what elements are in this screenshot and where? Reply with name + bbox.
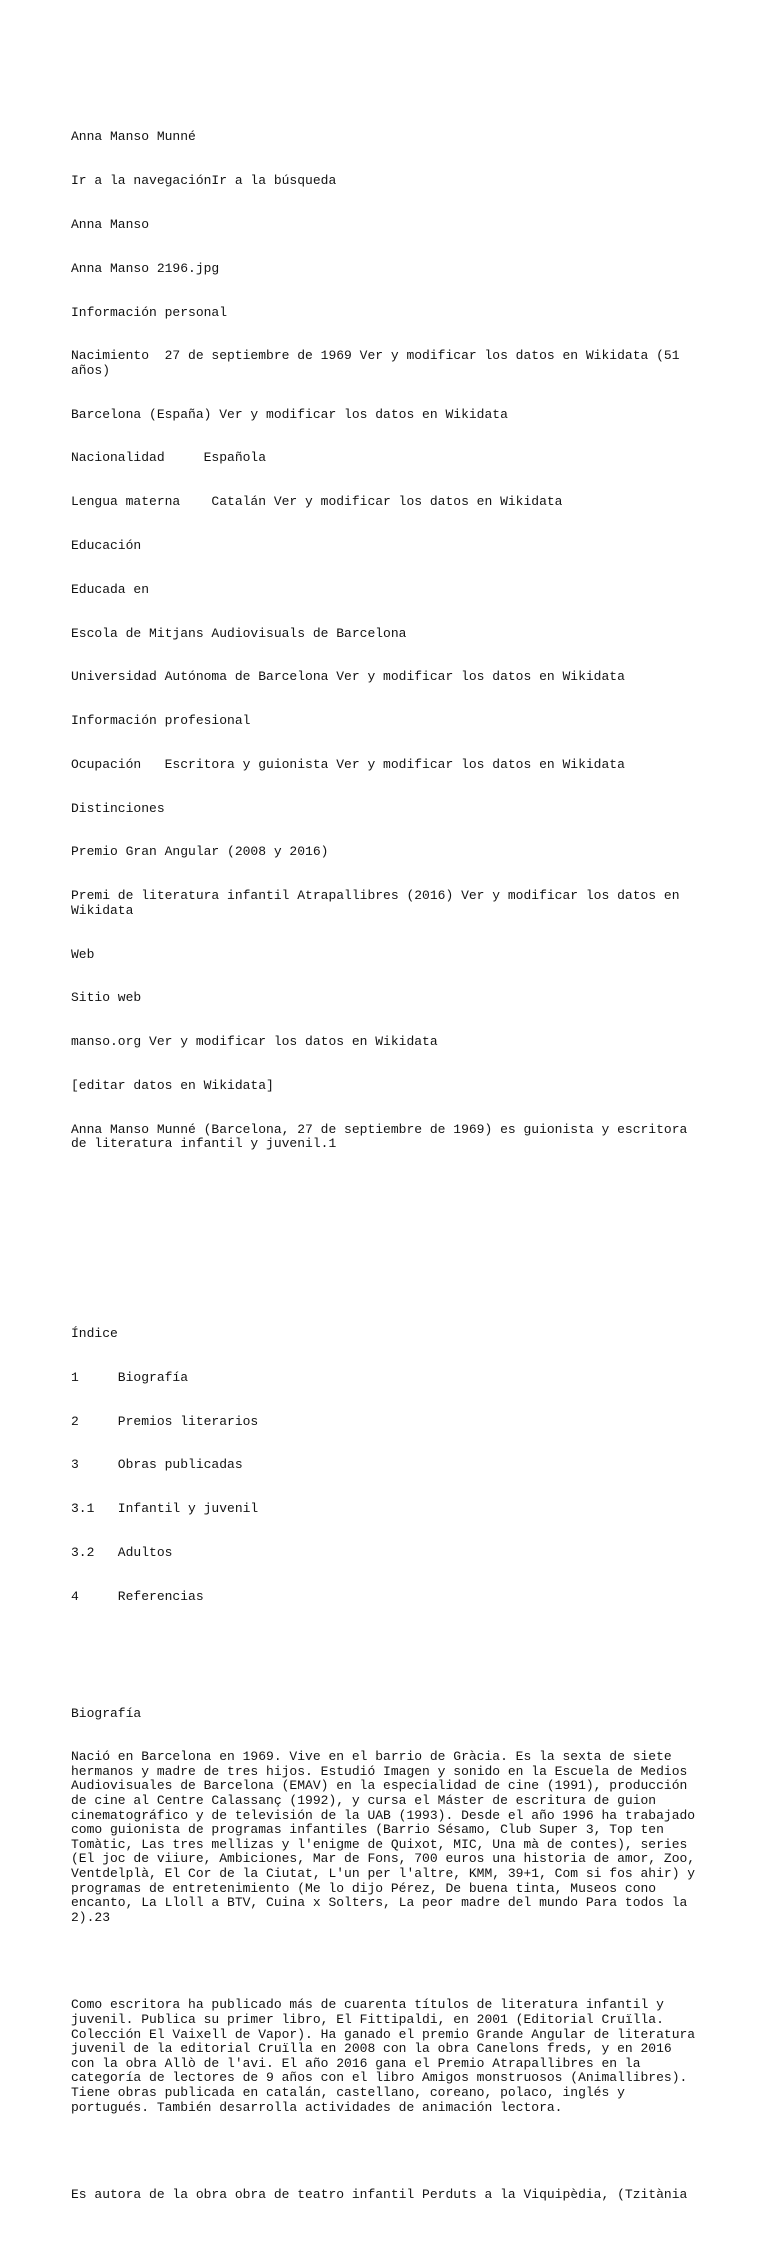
infobox-award-1: Premio Gran Angular (2008 y 2016) [71,844,329,860]
spacer [71,1225,701,1254]
infobox-educated-at-label: Educada en [71,581,150,597]
table-of-contents [71,1298,701,1634]
infobox-birthplace: Barcelona (España) Ver y modificar los datos en Wikidata [71,406,508,422]
section-heading: Biografía [71,1705,142,1721]
infobox [71,101,701,1181]
infobox-web-label: Web [71,946,95,962]
document-text [71,72,701,2246]
skip-links[interactable]: Ir a la navegaciónIr a la búsqueda [71,173,337,189]
biography-section [71,1677,701,2232]
infobox-occupation: Ocupación Escritora y guionista Ver y modificar los datos en Wikidata [71,756,625,772]
infobox-section-professional: Información profesional [71,713,251,729]
paragraph: Es autora de la obra obra de teatro infantil Perduts a la Viquipèdia, (Tzitània [71,2187,688,2203]
toc-item-adultos[interactable]: 3.2 Adultos [71,1544,173,1560]
toc-item-infantil[interactable]: 3.1 Infantil y juvenil [71,1501,259,1517]
infobox-website-link[interactable]: manso.org Ver y modificar los datos en Wikidata [71,1034,438,1050]
infobox-mother-tongue: Lengua materna Catalán Ver y modificar los datos en Wikidata [71,494,563,510]
spacer [71,2144,701,2159]
paragraph: Como escritora ha publicado más de cuarenta títulos de literatura infantil y juvenil. Publica su primer libro, El Fittipaldi, en 2001 (Editorial Cruïlla. Colección El Vaixell de Vapor). Ha ganado el premio Grande Angular de literatura juvenil de la editorial Cruïlla en 2008 con la obra Canelons freds, y en 2016 con la obra Allò de l'avi. El año 2016 gana el Premio Atrapallibres en la categoría de lectores de 9 años con el libro Amigos monstruosos (Animallibres). Tiene obras publicada en catalán, castellano, coreano, polaco, inglés y portugués. También desarrolla actividades de animación lectora. [71,1997,703,2115]
article-title: Anna Manso Munné [71,129,196,145]
toc-item-premios[interactable]: 2 Premios literarios [71,1413,259,1429]
infobox-section-education: Educación [71,538,142,553]
infobox-nationality: Nacionalidad Española [71,450,267,466]
infobox-image-filename: Anna Manso 2196.jpg [71,260,220,276]
toc-item-referencias[interactable]: 4 Referencias [71,1588,204,1604]
toc-item-obras[interactable]: 3 Obras publicadas [71,1457,243,1473]
toc-item-biografia[interactable]: 1 Biografía [71,1369,189,1385]
infobox-school-1: Escola de Mitjans Audiovisuals de Barcelona [71,625,407,641]
paragraph: Nació en Barcelona en 1969. Vive en el barrio de Gràcia. Es la sexta de siete hermanos y madre de tres hijos. Estudió Imagen y sonido en la Escuela de Medios Audiovisuales de Barcelona (EMAV) en la especialidad de cine (1991), producción de cine al Centre Calassanç (1992), y cursa el Máster de escritura de guion cinematográfico y de televisión de la UAB (1993). Desde el año 1996 ha trabajado como guionista de programas infantiles (Barrio Sésamo, Club Super 3, Top ten Tomàtic, Las tres mellizas y l'enigme de Quixot, MIC, Una mà de contes), series (El joc de viiure, Ambiciones, Mar de Fons, 700 euros una historia de amor, Zoo, Ventdelplà, El Cor de la Ciutat, L'un per l'altre, KMM, 39+1, Com si fos ahir) y programas de entretenimiento (Me lo dijo Pérez, De buena tinta, Museos cono encanto, La Lloll a BTV, Cuina x Solters, La peor madre del mundo Para todos la 2).23 [71,1749,703,1925]
edit-wikidata-link[interactable]: [editar datos en Wikidata] [71,1077,274,1093]
intro-paragraph: Anna Manso Munné (Barcelona, 27 de septiembre de 1969) es guionista y escritora de literatura infantil y juvenil.1 [71,1121,696,1152]
infobox-section-personal: Información personal [71,304,228,320]
infobox-awards-label: Distinciones [71,800,165,816]
toc-heading: Índice [71,1326,118,1342]
spacer [71,1955,701,1970]
infobox-name: Anna Manso [71,216,150,232]
infobox-award-2: Premi de literatura infantil Atrapallibres (2016) Ver y modificar los datos en Wikidata [71,888,688,918]
infobox-birth: Nacimiento 27 de septiembre de 1969 Ver y modificar los datos en Wikidata (51 años) [71,348,688,378]
infobox-school-2: Universidad Autónoma de Barcelona Ver y modificar los datos en Wikidata [71,669,625,685]
infobox-website-label: Sitio web [71,990,142,1006]
